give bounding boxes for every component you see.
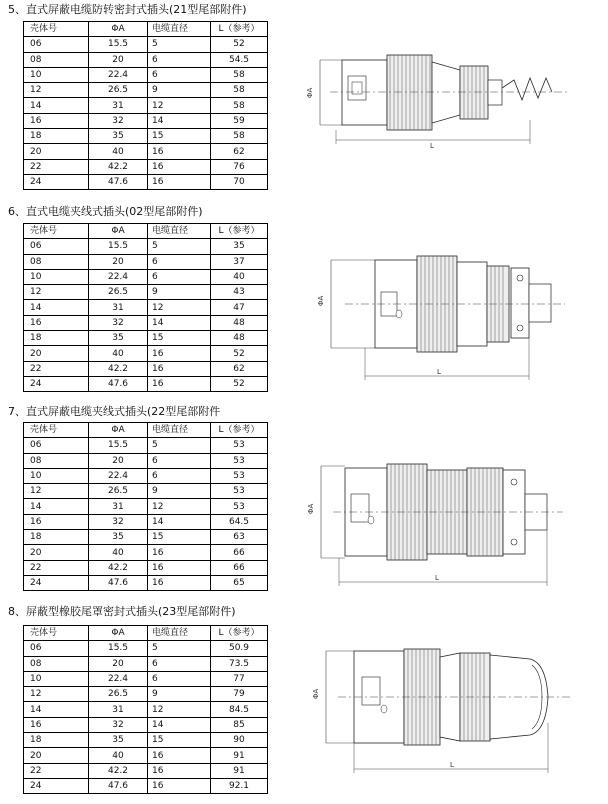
header-shell-no: 壳体号: [24, 423, 89, 438]
table-row: [24, 300, 268, 315]
length-cell: 76: [211, 159, 268, 174]
length-cell: 91: [211, 763, 268, 778]
cable-diameter-cell: 16: [148, 560, 211, 575]
header-length: L（参考）: [211, 224, 268, 239]
table-row: [24, 239, 268, 254]
diameter-a-cell: 26.5: [89, 484, 148, 499]
header-length: L（参考）: [211, 22, 268, 37]
cable-diameter-cell: 14: [148, 717, 211, 732]
shell-no-cell: 06: [24, 641, 89, 656]
section-5: [0, 0, 608, 200]
table-row: [24, 499, 268, 514]
table-row: [24, 159, 268, 174]
shell-no-cell: 18: [24, 530, 89, 545]
cable-diameter-cell: 15: [148, 733, 211, 748]
length-cell: 92.1: [211, 778, 268, 793]
diameter-a-cell: 35: [89, 129, 148, 144]
length-cell: 63: [211, 530, 268, 545]
diameter-a-cell: 40: [89, 545, 148, 560]
diameter-a-cell: 20: [89, 254, 148, 269]
length-cell: 90: [211, 733, 268, 748]
table-row: [24, 530, 268, 545]
length-cell: 53: [211, 499, 268, 514]
diameter-a-cell: 31: [89, 300, 148, 315]
length-label: L: [430, 142, 434, 150]
cable-diameter-cell: 12: [148, 98, 211, 113]
table-row: [24, 52, 268, 67]
table-row: [24, 748, 268, 763]
length-cell: 58: [211, 67, 268, 82]
table-row: [24, 67, 268, 82]
length-cell: 53: [211, 484, 268, 499]
diameter-a-cell: 40: [89, 144, 148, 159]
diameter-a-cell: 47.6: [89, 174, 148, 189]
connector-drawing: [300, 40, 600, 170]
diameter-a-cell: 22.4: [89, 671, 148, 686]
cable-diameter-cell: 16: [148, 361, 211, 376]
diameter-label: ΦA: [306, 87, 314, 98]
table-row: [24, 315, 268, 330]
diameter-a-cell: 42.2: [89, 560, 148, 575]
length-cell: 64.5: [211, 514, 268, 529]
length-cell: 62: [211, 144, 268, 159]
shell-no-cell: 06: [24, 239, 89, 254]
header-cable-diameter: 电缆直径: [148, 22, 211, 37]
cable-diameter-cell: 16: [148, 763, 211, 778]
table-row: [24, 468, 268, 483]
table-row: [24, 98, 268, 113]
table-row: [24, 545, 268, 560]
cable-diameter-cell: 6: [148, 254, 211, 269]
shell-no-cell: 16: [24, 315, 89, 330]
shell-no-cell: 14: [24, 499, 89, 514]
table-row: [24, 514, 268, 529]
length-cell: 73.5: [211, 656, 268, 671]
shell-no-cell: 08: [24, 453, 89, 468]
shell-no-cell: 20: [24, 748, 89, 763]
header-diameter-a: ΦA: [89, 423, 148, 438]
cable-diameter-cell: 16: [148, 174, 211, 189]
cable-diameter-cell: 16: [148, 575, 211, 590]
length-cell: 53: [211, 438, 268, 453]
shell-no-cell: 06: [24, 37, 89, 52]
cable-diameter-cell: 16: [148, 545, 211, 560]
cable-diameter-cell: 14: [148, 315, 211, 330]
shell-no-cell: 20: [24, 346, 89, 361]
section-7: [0, 403, 608, 603]
diameter-a-cell: 47.6: [89, 376, 148, 391]
table-body: [24, 239, 268, 392]
table-header-row: [24, 22, 268, 37]
spec-table: [23, 625, 268, 794]
section-title: 5、直式屏蔽电缆防转密封式插头(21型尾部附件): [8, 3, 247, 16]
length-cell: 59: [211, 113, 268, 128]
length-cell: 91: [211, 748, 268, 763]
length-cell: 52: [211, 346, 268, 361]
table-body: [24, 37, 268, 190]
cable-diameter-cell: 6: [148, 671, 211, 686]
length-cell: 48: [211, 331, 268, 346]
header-length: L（参考）: [211, 626, 268, 641]
table-row: [24, 641, 268, 656]
cable-diameter-cell: 5: [148, 438, 211, 453]
length-cell: 77: [211, 671, 268, 686]
length-cell: 58: [211, 83, 268, 98]
table-row: [24, 331, 268, 346]
shell-no-cell: 18: [24, 129, 89, 144]
header-cable-diameter: 电缆直径: [148, 423, 211, 438]
header-shell-no: 壳体号: [24, 224, 89, 239]
shell-no-cell: 14: [24, 300, 89, 315]
length-label: L: [437, 368, 441, 376]
length-cell: 50.9: [211, 641, 268, 656]
diameter-a-cell: 26.5: [89, 285, 148, 300]
length-cell: 65: [211, 575, 268, 590]
length-cell: 79: [211, 687, 268, 702]
table-row: [24, 285, 268, 300]
diameter-a-cell: 35: [89, 733, 148, 748]
diameter-a-cell: 47.6: [89, 575, 148, 590]
header-length: L（参考）: [211, 423, 268, 438]
table-row: [24, 717, 268, 732]
cable-diameter-cell: 12: [148, 702, 211, 717]
table-row: [24, 763, 268, 778]
shell-no-cell: 08: [24, 254, 89, 269]
diameter-a-cell: 32: [89, 514, 148, 529]
table-row: [24, 113, 268, 128]
diameter-a-cell: 31: [89, 702, 148, 717]
length-cell: 54.5: [211, 52, 268, 67]
table-row: [24, 560, 268, 575]
cable-diameter-cell: 16: [148, 346, 211, 361]
section-title: 8、屏蔽型橡胶尾罩密封式插头(23型尾部附件): [8, 605, 236, 618]
table-row: [24, 778, 268, 793]
shell-no-cell: 24: [24, 575, 89, 590]
table-row: [24, 453, 268, 468]
table-row: [24, 361, 268, 376]
section-6: [0, 203, 608, 403]
cable-diameter-cell: 16: [148, 144, 211, 159]
shell-no-cell: 10: [24, 67, 89, 82]
diameter-a-cell: 31: [89, 499, 148, 514]
diameter-a-cell: 15.5: [89, 438, 148, 453]
diameter-a-cell: 32: [89, 717, 148, 732]
diameter-a-cell: 22.4: [89, 468, 148, 483]
diameter-a-cell: 47.6: [89, 778, 148, 793]
section-title: 7、直式屏蔽电缆夹线式插头(22型尾部附件: [8, 405, 221, 418]
cable-diameter-cell: 5: [148, 37, 211, 52]
spec-table: [23, 223, 268, 392]
shell-no-cell: 12: [24, 285, 89, 300]
header-diameter-a: ΦA: [89, 224, 148, 239]
shell-no-cell: 22: [24, 361, 89, 376]
diameter-a-cell: 35: [89, 331, 148, 346]
header-shell-no: 壳体号: [24, 22, 89, 37]
diameter-a-cell: 32: [89, 315, 148, 330]
diameter-a-cell: 40: [89, 346, 148, 361]
shell-no-cell: 20: [24, 144, 89, 159]
length-cell: 43: [211, 285, 268, 300]
length-cell: 62: [211, 361, 268, 376]
table-row: [24, 346, 268, 361]
cable-diameter-cell: 15: [148, 129, 211, 144]
length-cell: 66: [211, 560, 268, 575]
cable-diameter-cell: 15: [148, 530, 211, 545]
cable-diameter-cell: 14: [148, 514, 211, 529]
shell-no-cell: 16: [24, 717, 89, 732]
section-8: [0, 603, 608, 804]
diameter-label: ΦA: [312, 688, 320, 699]
cable-diameter-cell: 16: [148, 159, 211, 174]
cable-diameter-cell: 6: [148, 52, 211, 67]
table-row: [24, 174, 268, 189]
diameter-a-cell: 22.4: [89, 67, 148, 82]
diameter-a-cell: 20: [89, 52, 148, 67]
shell-no-cell: 14: [24, 702, 89, 717]
cable-diameter-cell: 9: [148, 285, 211, 300]
section-title: 6、直式电缆夹线式插头(02型尾部附件): [8, 205, 203, 218]
cable-diameter-cell: 12: [148, 300, 211, 315]
cable-diameter-cell: 6: [148, 656, 211, 671]
cable-diameter-cell: 9: [148, 484, 211, 499]
table-row: [24, 671, 268, 686]
shell-no-cell: 18: [24, 331, 89, 346]
diameter-label: ΦA: [317, 295, 325, 306]
shell-no-cell: 12: [24, 83, 89, 98]
diameter-a-cell: 22.4: [89, 269, 148, 284]
diameter-a-cell: 20: [89, 656, 148, 671]
connector-drawing: [315, 248, 595, 388]
shell-no-cell: 20: [24, 545, 89, 560]
diameter-a-cell: 42.2: [89, 763, 148, 778]
length-cell: 35: [211, 239, 268, 254]
cable-diameter-cell: 9: [148, 687, 211, 702]
shell-no-cell: 06: [24, 438, 89, 453]
length-label: L: [450, 761, 454, 769]
diameter-a-cell: 26.5: [89, 83, 148, 98]
length-cell: 84.5: [211, 702, 268, 717]
length-cell: 58: [211, 98, 268, 113]
table-body: [24, 438, 268, 591]
cable-diameter-cell: 5: [148, 641, 211, 656]
table-row: [24, 37, 268, 52]
shell-no-cell: 08: [24, 656, 89, 671]
cable-diameter-cell: 9: [148, 83, 211, 98]
table-header-row: [24, 224, 268, 239]
cable-diameter-cell: 16: [148, 376, 211, 391]
length-cell: 53: [211, 453, 268, 468]
shell-no-cell: 22: [24, 560, 89, 575]
diameter-a-cell: 40: [89, 748, 148, 763]
cable-diameter-cell: 16: [148, 748, 211, 763]
length-cell: 48: [211, 315, 268, 330]
table-header-row: [24, 423, 268, 438]
length-cell: 66: [211, 545, 268, 560]
diameter-a-cell: 15.5: [89, 239, 148, 254]
header-shell-no: 壳体号: [24, 626, 89, 641]
length-cell: 37: [211, 254, 268, 269]
length-cell: 58: [211, 129, 268, 144]
cable-diameter-cell: 5: [148, 239, 211, 254]
cable-diameter-cell: 12: [148, 499, 211, 514]
length-cell: 52: [211, 376, 268, 391]
shell-no-cell: 10: [24, 468, 89, 483]
diameter-a-cell: 35: [89, 530, 148, 545]
cable-diameter-cell: 6: [148, 453, 211, 468]
length-cell: 47: [211, 300, 268, 315]
shell-no-cell: 10: [24, 671, 89, 686]
table-row: [24, 83, 268, 98]
connector-drawing: [310, 643, 595, 783]
spec-table: [23, 21, 268, 190]
diameter-a-cell: 15.5: [89, 37, 148, 52]
connector-drawing: [305, 458, 595, 593]
shell-no-cell: 12: [24, 687, 89, 702]
spec-table: [23, 422, 268, 591]
shell-no-cell: 16: [24, 514, 89, 529]
shell-no-cell: 24: [24, 778, 89, 793]
header-cable-diameter: 电缆直径: [148, 626, 211, 641]
shell-no-cell: 24: [24, 174, 89, 189]
diameter-a-cell: 31: [89, 98, 148, 113]
cable-diameter-cell: 6: [148, 269, 211, 284]
table-row: [24, 254, 268, 269]
header-diameter-a: ΦA: [89, 22, 148, 37]
table-body: [24, 641, 268, 794]
length-cell: 85: [211, 717, 268, 732]
table-row: [24, 733, 268, 748]
diameter-a-cell: 42.2: [89, 361, 148, 376]
table-header-row: [24, 626, 268, 641]
shell-no-cell: 24: [24, 376, 89, 391]
length-cell: 52: [211, 37, 268, 52]
shell-no-cell: 22: [24, 763, 89, 778]
table-row: [24, 438, 268, 453]
length-cell: 70: [211, 174, 268, 189]
cable-diameter-cell: 15: [148, 331, 211, 346]
length-cell: 53: [211, 468, 268, 483]
table-row: [24, 129, 268, 144]
diameter-a-cell: 42.2: [89, 159, 148, 174]
shell-no-cell: 14: [24, 98, 89, 113]
header-diameter-a: ΦA: [89, 626, 148, 641]
cable-diameter-cell: 6: [148, 468, 211, 483]
table-row: [24, 702, 268, 717]
shell-no-cell: 10: [24, 269, 89, 284]
diameter-a-cell: 26.5: [89, 687, 148, 702]
diameter-a-cell: 15.5: [89, 641, 148, 656]
cable-diameter-cell: 16: [148, 778, 211, 793]
table-row: [24, 687, 268, 702]
diameter-a-cell: 20: [89, 453, 148, 468]
diameter-label: ΦA: [307, 503, 315, 514]
table-row: [24, 484, 268, 499]
table-row: [24, 144, 268, 159]
table-row: [24, 269, 268, 284]
cable-diameter-cell: 14: [148, 113, 211, 128]
shell-no-cell: 18: [24, 733, 89, 748]
header-cable-diameter: 电缆直径: [148, 224, 211, 239]
table-row: [24, 575, 268, 590]
length-cell: 40: [211, 269, 268, 284]
table-row: [24, 656, 268, 671]
table-row: [24, 376, 268, 391]
shell-no-cell: 22: [24, 159, 89, 174]
cable-diameter-cell: 6: [148, 67, 211, 82]
shell-no-cell: 16: [24, 113, 89, 128]
length-label: L: [435, 574, 439, 582]
shell-no-cell: 12: [24, 484, 89, 499]
shell-no-cell: 08: [24, 52, 89, 67]
diameter-a-cell: 32: [89, 113, 148, 128]
